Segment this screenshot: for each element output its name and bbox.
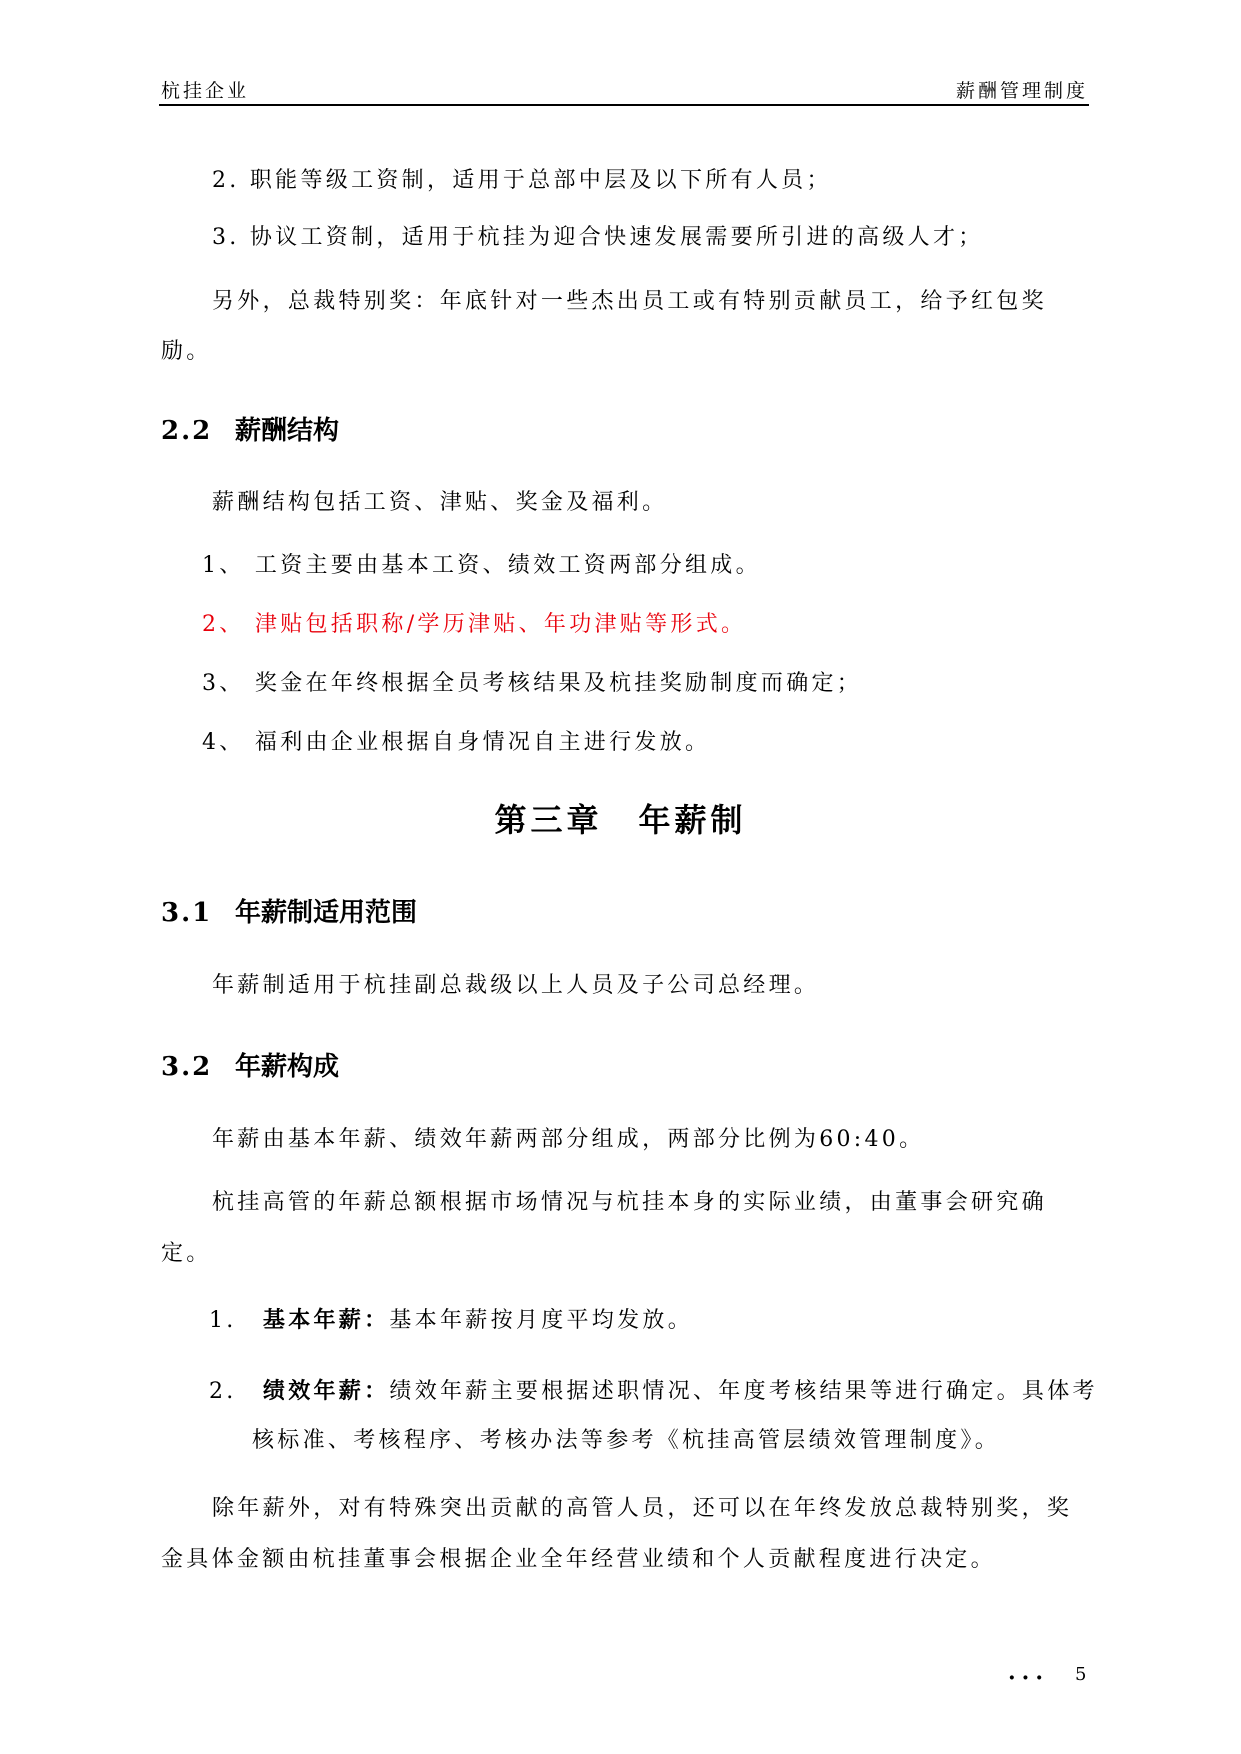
paragraph-structure-intro: 薪酬结构包括工资、津贴、奖金及福利。 (212, 490, 668, 515)
footer-dots: ··· (1008, 1665, 1049, 1691)
paragraph-salary-ratio: 年薪由基本年薪、绩效年薪两部分组成，两部分比例为60:40。 (212, 1127, 925, 1152)
section-title: 薪酬结构 (235, 416, 340, 446)
paragraph-scope: 年薪制适用于杭挂副总裁级以上人员及子公司总经理。 (212, 973, 820, 998)
header-company: 杭挂企业 (161, 80, 250, 102)
item-label: 基本年薪： (262, 1307, 390, 1333)
item-text: 基本年薪按月度平均发放。 (389, 1308, 694, 1333)
structure-item-1: 1、 工资主要由基本工资、绩效工资两部分组成。 (202, 553, 761, 578)
chapter-title: 年薪制 (638, 801, 747, 839)
header-doc-title: 薪酬管理制度 (955, 80, 1088, 102)
component-item-2 (209, 1376, 1098, 1407)
section-heading-2-2 (161, 410, 339, 447)
paragraph-special-award: 另外，总裁特别奖：年底针对一些杰出员工或有特别贡献员工，给予红包奖 (212, 289, 1047, 314)
paragraph-special-bonus-cont: 金具体金额由杭挂董事会根据企业全年经营业绩和个人贡献程度进行决定。 (161, 1547, 996, 1572)
item-number: 1. (209, 1308, 237, 1333)
paragraph-total-salary-cont: 定。 (161, 1241, 212, 1266)
list-item-3: 3. 协议工资制，适用于杭挂为迎合快速发展需要所引进的高级人才； (212, 225, 984, 250)
section-heading-3-2 (161, 1046, 339, 1083)
paragraph-total-salary: 杭挂高管的年薪总额根据市场情况与杭挂本身的实际业绩，由董事会研究确 (212, 1190, 1047, 1215)
list-item-2: 2. 职能等级工资制，适用于总部中层及以下所有人员； (212, 168, 832, 193)
structure-item-3: 3、 奖金在年终根据全员考核结果及杭挂奖励制度而确定； (202, 671, 863, 696)
chapter-label: 第三章 (494, 801, 603, 839)
page-number: 5 (1075, 1664, 1087, 1685)
section-number: 3.2 (161, 1052, 213, 1082)
header-rule (159, 104, 1089, 106)
section-number: 3.1 (161, 898, 213, 928)
structure-item-4: 4、 福利由企业根据自身情况自主进行发放。 (202, 730, 711, 755)
item-number: 2. (209, 1379, 237, 1404)
section-title: 年薪制适用范围 (235, 898, 418, 928)
item-label: 绩效年薪： (262, 1378, 390, 1404)
paragraph-special-bonus: 除年薪外，对有特殊突出贡献的高管人员，还可以在年终发放总裁特别奖，奖 (212, 1496, 1073, 1521)
chapter-heading (0, 795, 1241, 841)
paragraph-special-award-cont: 励。 (161, 339, 212, 364)
section-title: 年薪构成 (235, 1052, 340, 1082)
structure-item-2-highlighted: 2、 津贴包括职称/学历津贴、年功津贴等形式。 (202, 612, 747, 637)
item-text: 绩效年薪主要根据述职情况、年度考核结果等进行确定。具体考 (389, 1379, 1098, 1404)
component-item-1 (209, 1305, 693, 1336)
component-item-2-cont: 核标准、考核程序、考核办法等参考《杭挂高管层绩效管理制度》。 (252, 1428, 1001, 1453)
section-number: 2.2 (161, 416, 213, 446)
section-heading-3-1 (161, 892, 417, 929)
